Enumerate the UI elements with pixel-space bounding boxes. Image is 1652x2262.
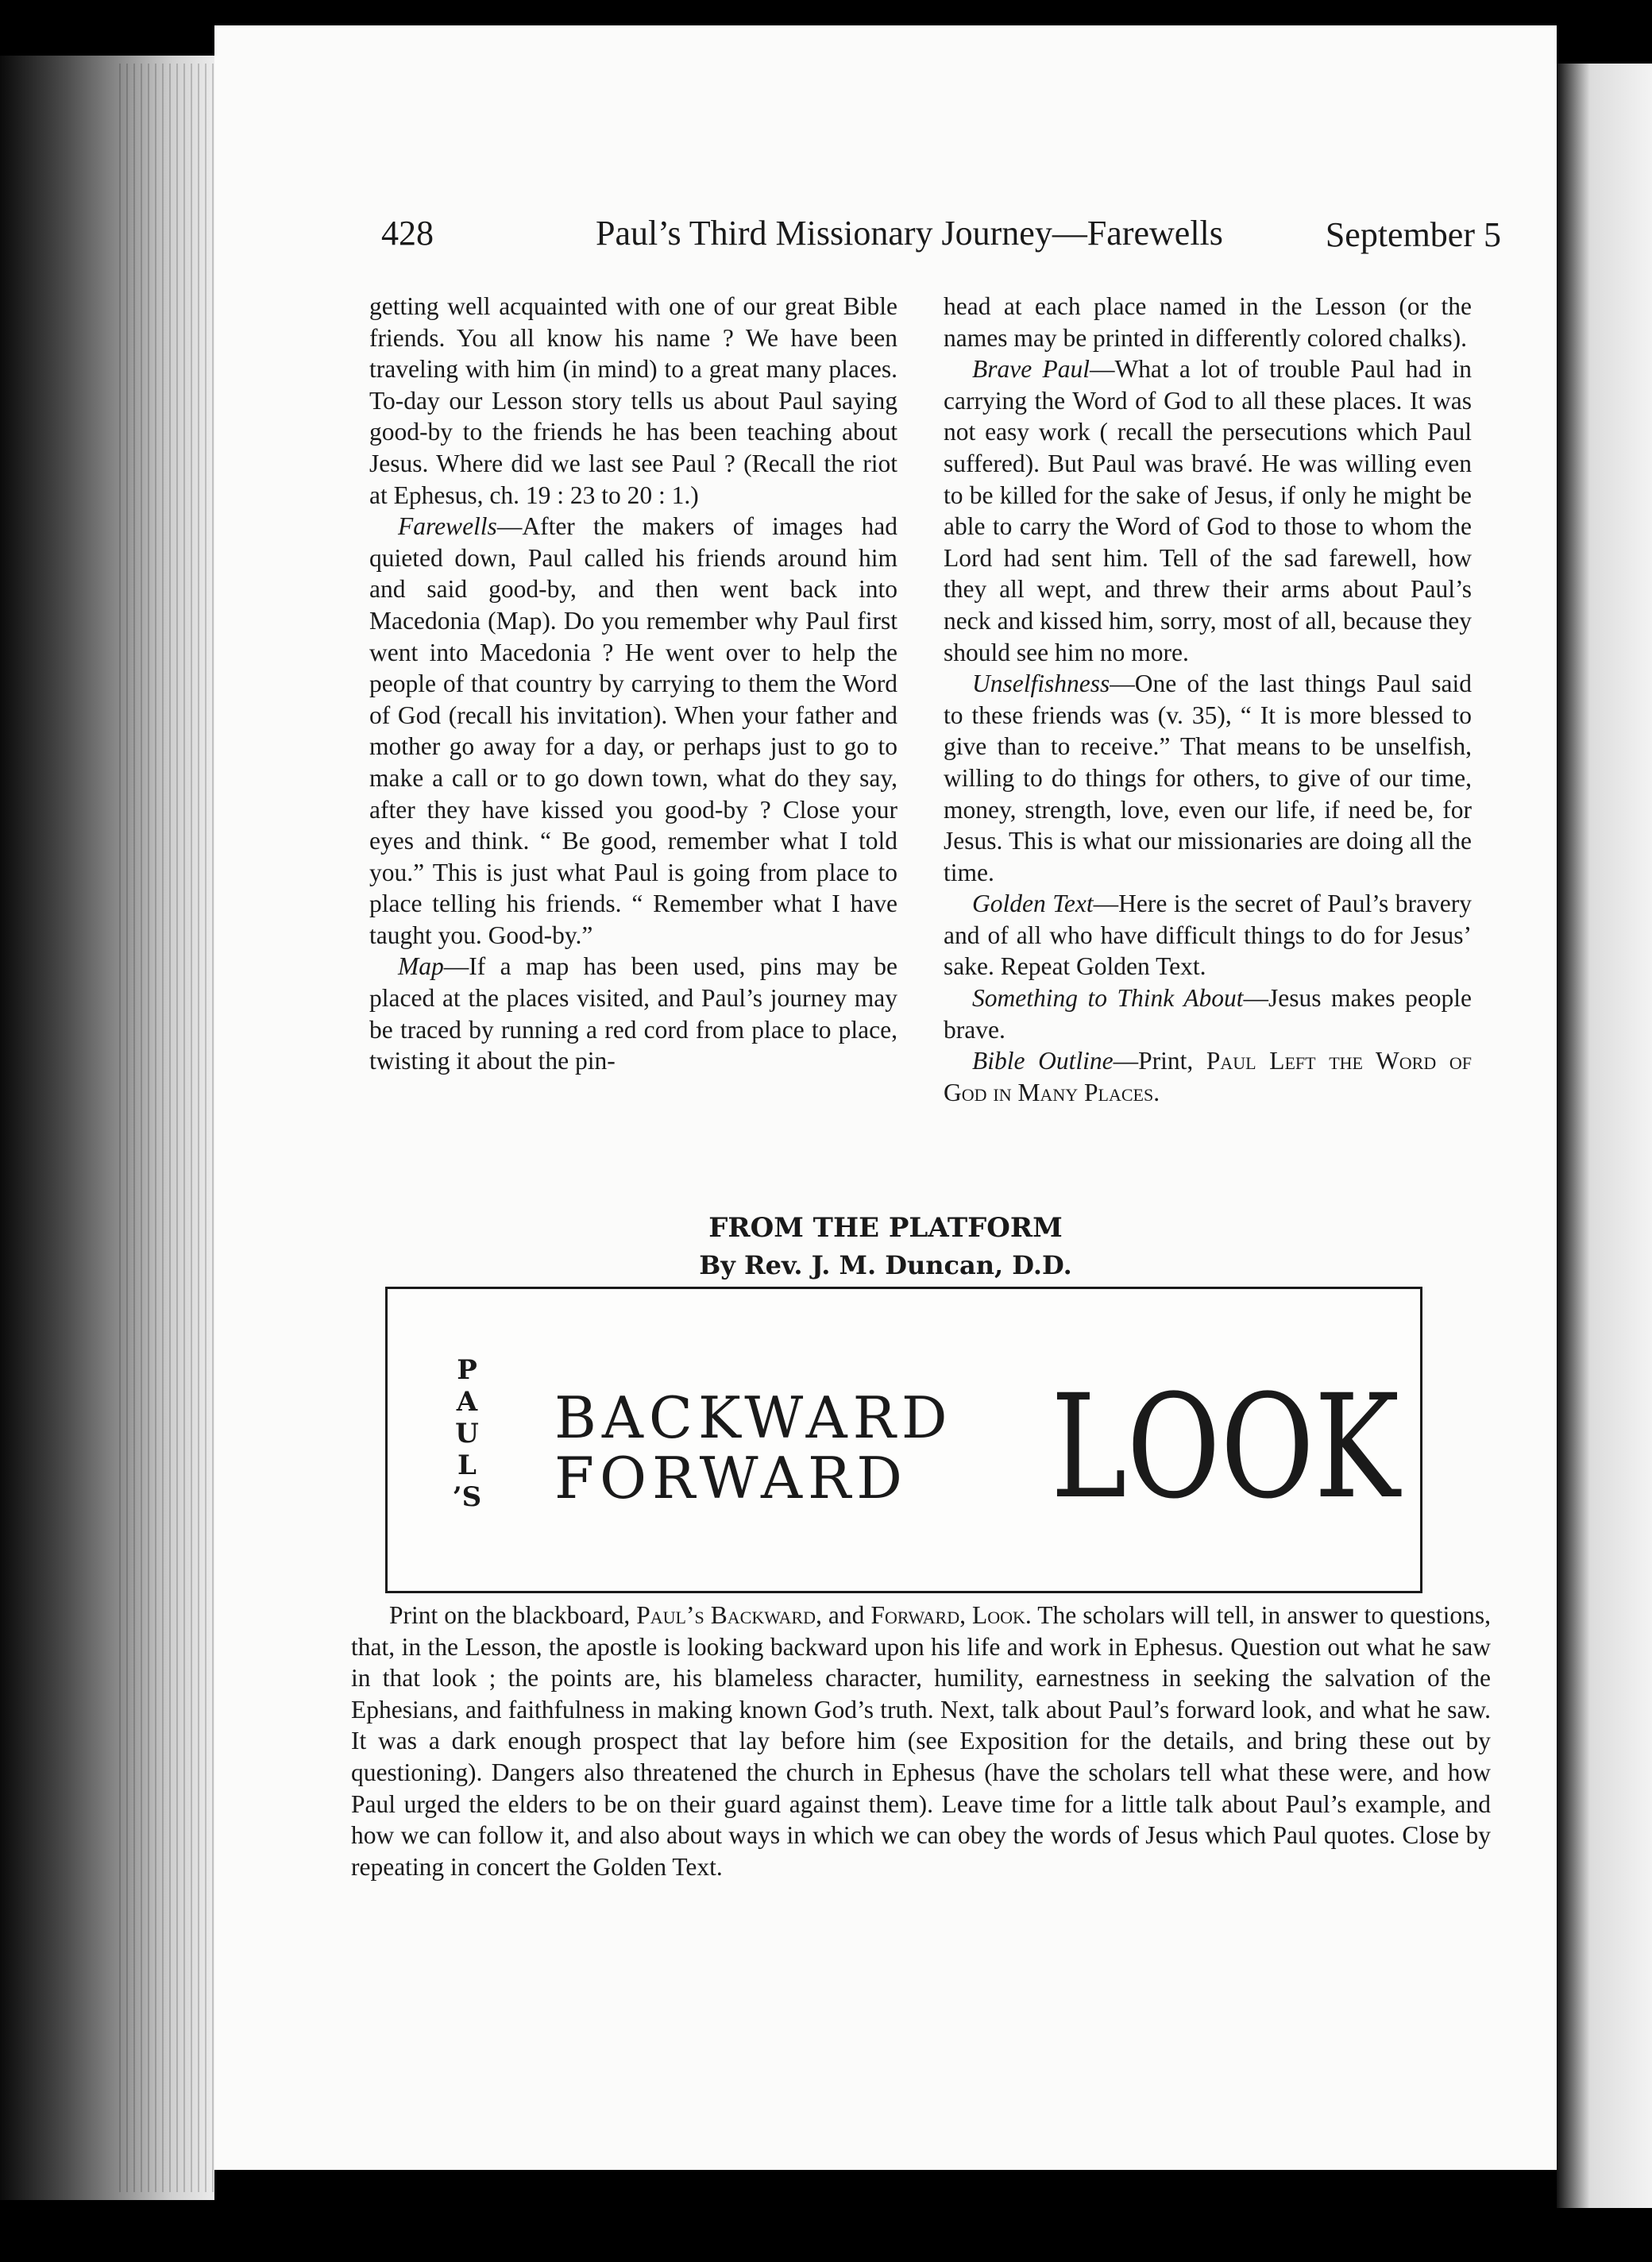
book-page-edge-lines: [119, 64, 214, 2192]
vertical-letter: L: [457, 1449, 477, 1481]
lead-bible-outline: Bible Outline: [972, 1047, 1114, 1075]
section-heading: FROM THE PLATFORM: [708, 1212, 1063, 1244]
lead-golden-text: Golden Text: [972, 890, 1094, 918]
right-paragraph-unselfishness-text: —One of the last things Paul said to these friends was (v. 35), “ It is more blessed to give than to receive.” That means to be unselfish, willing to do things for others, to give of our time, money, strength, love, even our life, if need be, for Jesus. This is what our missionaries are doing all the time.: [944, 670, 1472, 886]
vertical-letter: P: [457, 1354, 477, 1386]
vertical-letter: ’S: [452, 1481, 482, 1513]
lead-farewells: Farewells: [398, 512, 497, 541]
platform-text-3: . The scholars will tell, in answer to questions, that, in the Lesson, the apostle is looking backward upon his life and work in Ephesus. Question out what he saw in that look ; the points are, his blameless character, humility, earnestness in seeking the salvation of the Ephesians, and faithfulness in making known God’s truth. Next, talk about Paul’s forward look, and what he saw. It was a dark enough prospect that lay before him (see Exposition for the details, and bring these out by questioning). Dangers also threatened the church in Ephesus (have the scholars tell what these were, and how Paul urged the elders to be on their guard against them). Leave time for a little talk about Paul’s example, and how we can follow it, and also about ways in which we can obey the words of Jesus which Paul quotes. Close by repeating in concert the Golden Text.: [351, 1601, 1491, 1881]
left-paragraph-farewells-text: —After the makers of images had quieted down, Paul called his friends around him and said good-by, and then went back into Macedonia (Map). Do you remember why Paul first went into Macedonia ? He went over to help the people of that country by carrying to them the Word of God (recall his invitation). When your father and mother go away for a day, or perhaps just to go to make a call or to go down town, what do they say, after they have kissed you good-by ? Close your eyes and think. “ Be good, remember what I told you.” This is just what Paul is going from place to place telling his friends. “ Remember what I have taught you. Good-by.”: [369, 512, 897, 949]
book-page: [214, 25, 1557, 2170]
right-column: [944, 291, 1472, 1108]
right-paragraph-bible-outline: [944, 1045, 1472, 1108]
blackboard-diagram: [385, 1287, 1422, 1593]
right-paragraph-bible-outline-text: —Print,: [1113, 1047, 1206, 1075]
left-paragraph-1-text: getting well acquainted with one of our great Bible friends. You all know his name ? We have been traveling with him (in mind) to a great many places. To-day our Lesson story tells us about Paul saying good-by to the friends he has been teaching about Jesus. Where did we last see Paul ? (Recall the riot at Ephesus, ch. 19 : 23 to 20 : 1.): [369, 292, 897, 509]
left-paragraph-map-text: —If a map has been used, pins may be placed at the places visited, and Paul’s journey may be traced by running a red cord from place to place, twisting it about the pin-: [369, 952, 897, 1075]
vertical-letter: U: [455, 1418, 479, 1449]
blackboard-vertical-word: [450, 1354, 484, 1513]
platform-text-2: , and: [816, 1601, 871, 1629]
left-column: [369, 291, 897, 1077]
right-paragraph-1: [944, 291, 1472, 353]
right-paragraph-something-text: —Jesus makes people brave.: [944, 984, 1472, 1044]
platform-paragraph: [351, 1600, 1491, 1882]
page-number: 428: [381, 214, 434, 253]
right-paragraph-something: [944, 982, 1472, 1045]
bible-outline-caps: Paul Left the Word of God in Many Places.: [944, 1047, 1472, 1106]
right-paragraph-brave-paul-text: —What a lot of trouble Paul had in carrying the Word of God to all these places. It was not easy work ( recall the persecutions which Paul suffered). But Paul was bravé. He was willing even to be killed for the sake of Jesus, if only he might be able to carry the Word of God to those to whom the Lord had sent him. Tell of the sad farewell, how they all wept, and threw their arms about Paul’s neck and kissed him, sorry, most of all, because they should see him no more.: [944, 355, 1472, 666]
platform-caps-1: Paul’s Backward: [636, 1601, 816, 1629]
running-title: Paul’s Third Missionary Journey—Farewells: [596, 214, 1223, 253]
section-byline: By Rev. J. M. Duncan, D.D.: [699, 1250, 1072, 1280]
lead-map: Map: [398, 952, 444, 981]
blackboard-look: LOOK: [1051, 1365, 1400, 1531]
right-paragraph-unselfishness: [944, 668, 1472, 888]
right-paragraph-golden-text-text: —Here is the secret of Paul’s bravery and of all who have difficult things to do for Jesus’ sake. Repeat Golden Text.: [944, 890, 1472, 981]
left-paragraph-farewells: [369, 511, 897, 951]
right-paragraph-brave-paul: [944, 353, 1472, 668]
blackboard-backward: BACKWARD: [554, 1384, 953, 1451]
left-paragraph-map: [369, 951, 897, 1076]
lead-unselfishness: Unselfishness: [972, 670, 1110, 698]
platform-text-1: Print on the blackboard,: [389, 1601, 637, 1629]
right-paragraph-golden-text: [944, 888, 1472, 982]
page-header: [381, 207, 1501, 270]
vertical-letter: A: [456, 1386, 478, 1418]
lead-something-to-think-about: Something to Think About: [972, 984, 1244, 1013]
left-paragraph-1: [369, 291, 897, 511]
right-paragraph-1-text: head at each place named in the Lesson (or the names may be printed in differently colored chalks).: [944, 292, 1472, 352]
facing-page-edge: [1557, 64, 1652, 2208]
blackboard-forward: FORWARD: [554, 1445, 908, 1511]
lead-brave-paul: Brave Paul: [972, 355, 1090, 384]
platform-caps-2: Forward, Look: [870, 1601, 1025, 1629]
running-date: September 5: [1325, 215, 1501, 254]
platform-instructions: [351, 1600, 1491, 1882]
